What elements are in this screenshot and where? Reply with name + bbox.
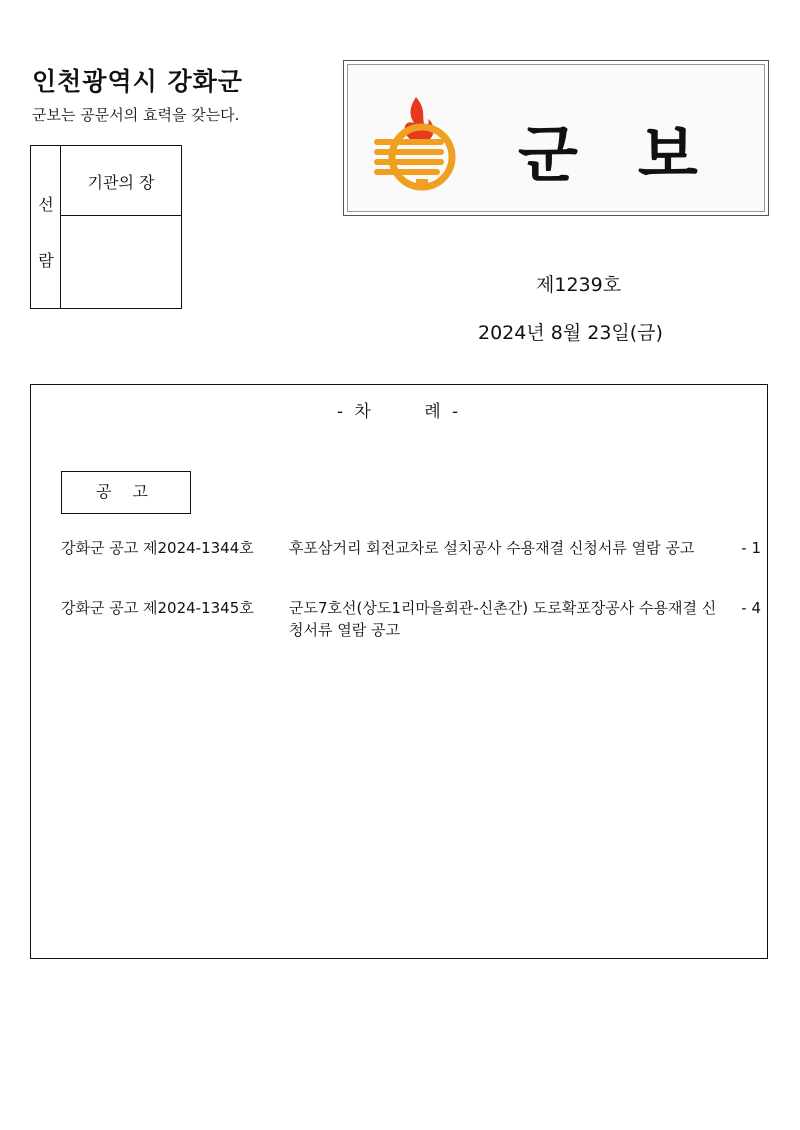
ganghwa-emblem-icon <box>372 93 472 193</box>
toc-entry-notice-number: 강화군 공고 제2024-1345호 <box>61 599 254 617</box>
masthead-inner <box>347 64 765 212</box>
issue-number: 제1239호 <box>536 274 622 296</box>
review-box <box>30 145 182 309</box>
review-head-label: 기관의 장 <box>61 146 181 216</box>
toc-entry-page: - 1 <box>741 539 761 557</box>
review-side-char-2: 람 <box>38 251 54 270</box>
toc-entry-notice-number: 강화군 공고 제2024-1344호 <box>61 539 254 557</box>
masthead <box>343 60 769 216</box>
toc-entry-page: - 4 <box>741 599 761 617</box>
region-title: 인천광역시 강화군 <box>32 67 243 96</box>
toc-entry-title: 후포삼거리 회전교차로 설치공사 수용재결 신청서류 열람 공고 <box>289 539 695 557</box>
toc-heading: - 차 례 - <box>336 402 462 422</box>
issue-date: 2024년 8월 23일(금) <box>478 322 663 344</box>
legal-note: 군보는 공문서의 효력을 갖는다. <box>32 106 240 124</box>
review-side-char-1: 선 <box>38 195 54 214</box>
table-of-contents <box>30 384 768 959</box>
toc-entry-title: 군도7호선(상도1리마을회관-신촌간) 도로확포장공사 수용재결 신청서류 열람 공고 <box>289 599 717 639</box>
masthead-title: 군보 <box>518 118 758 191</box>
review-side-column <box>31 146 61 308</box>
section-label-notices: 공 고 <box>61 471 191 514</box>
